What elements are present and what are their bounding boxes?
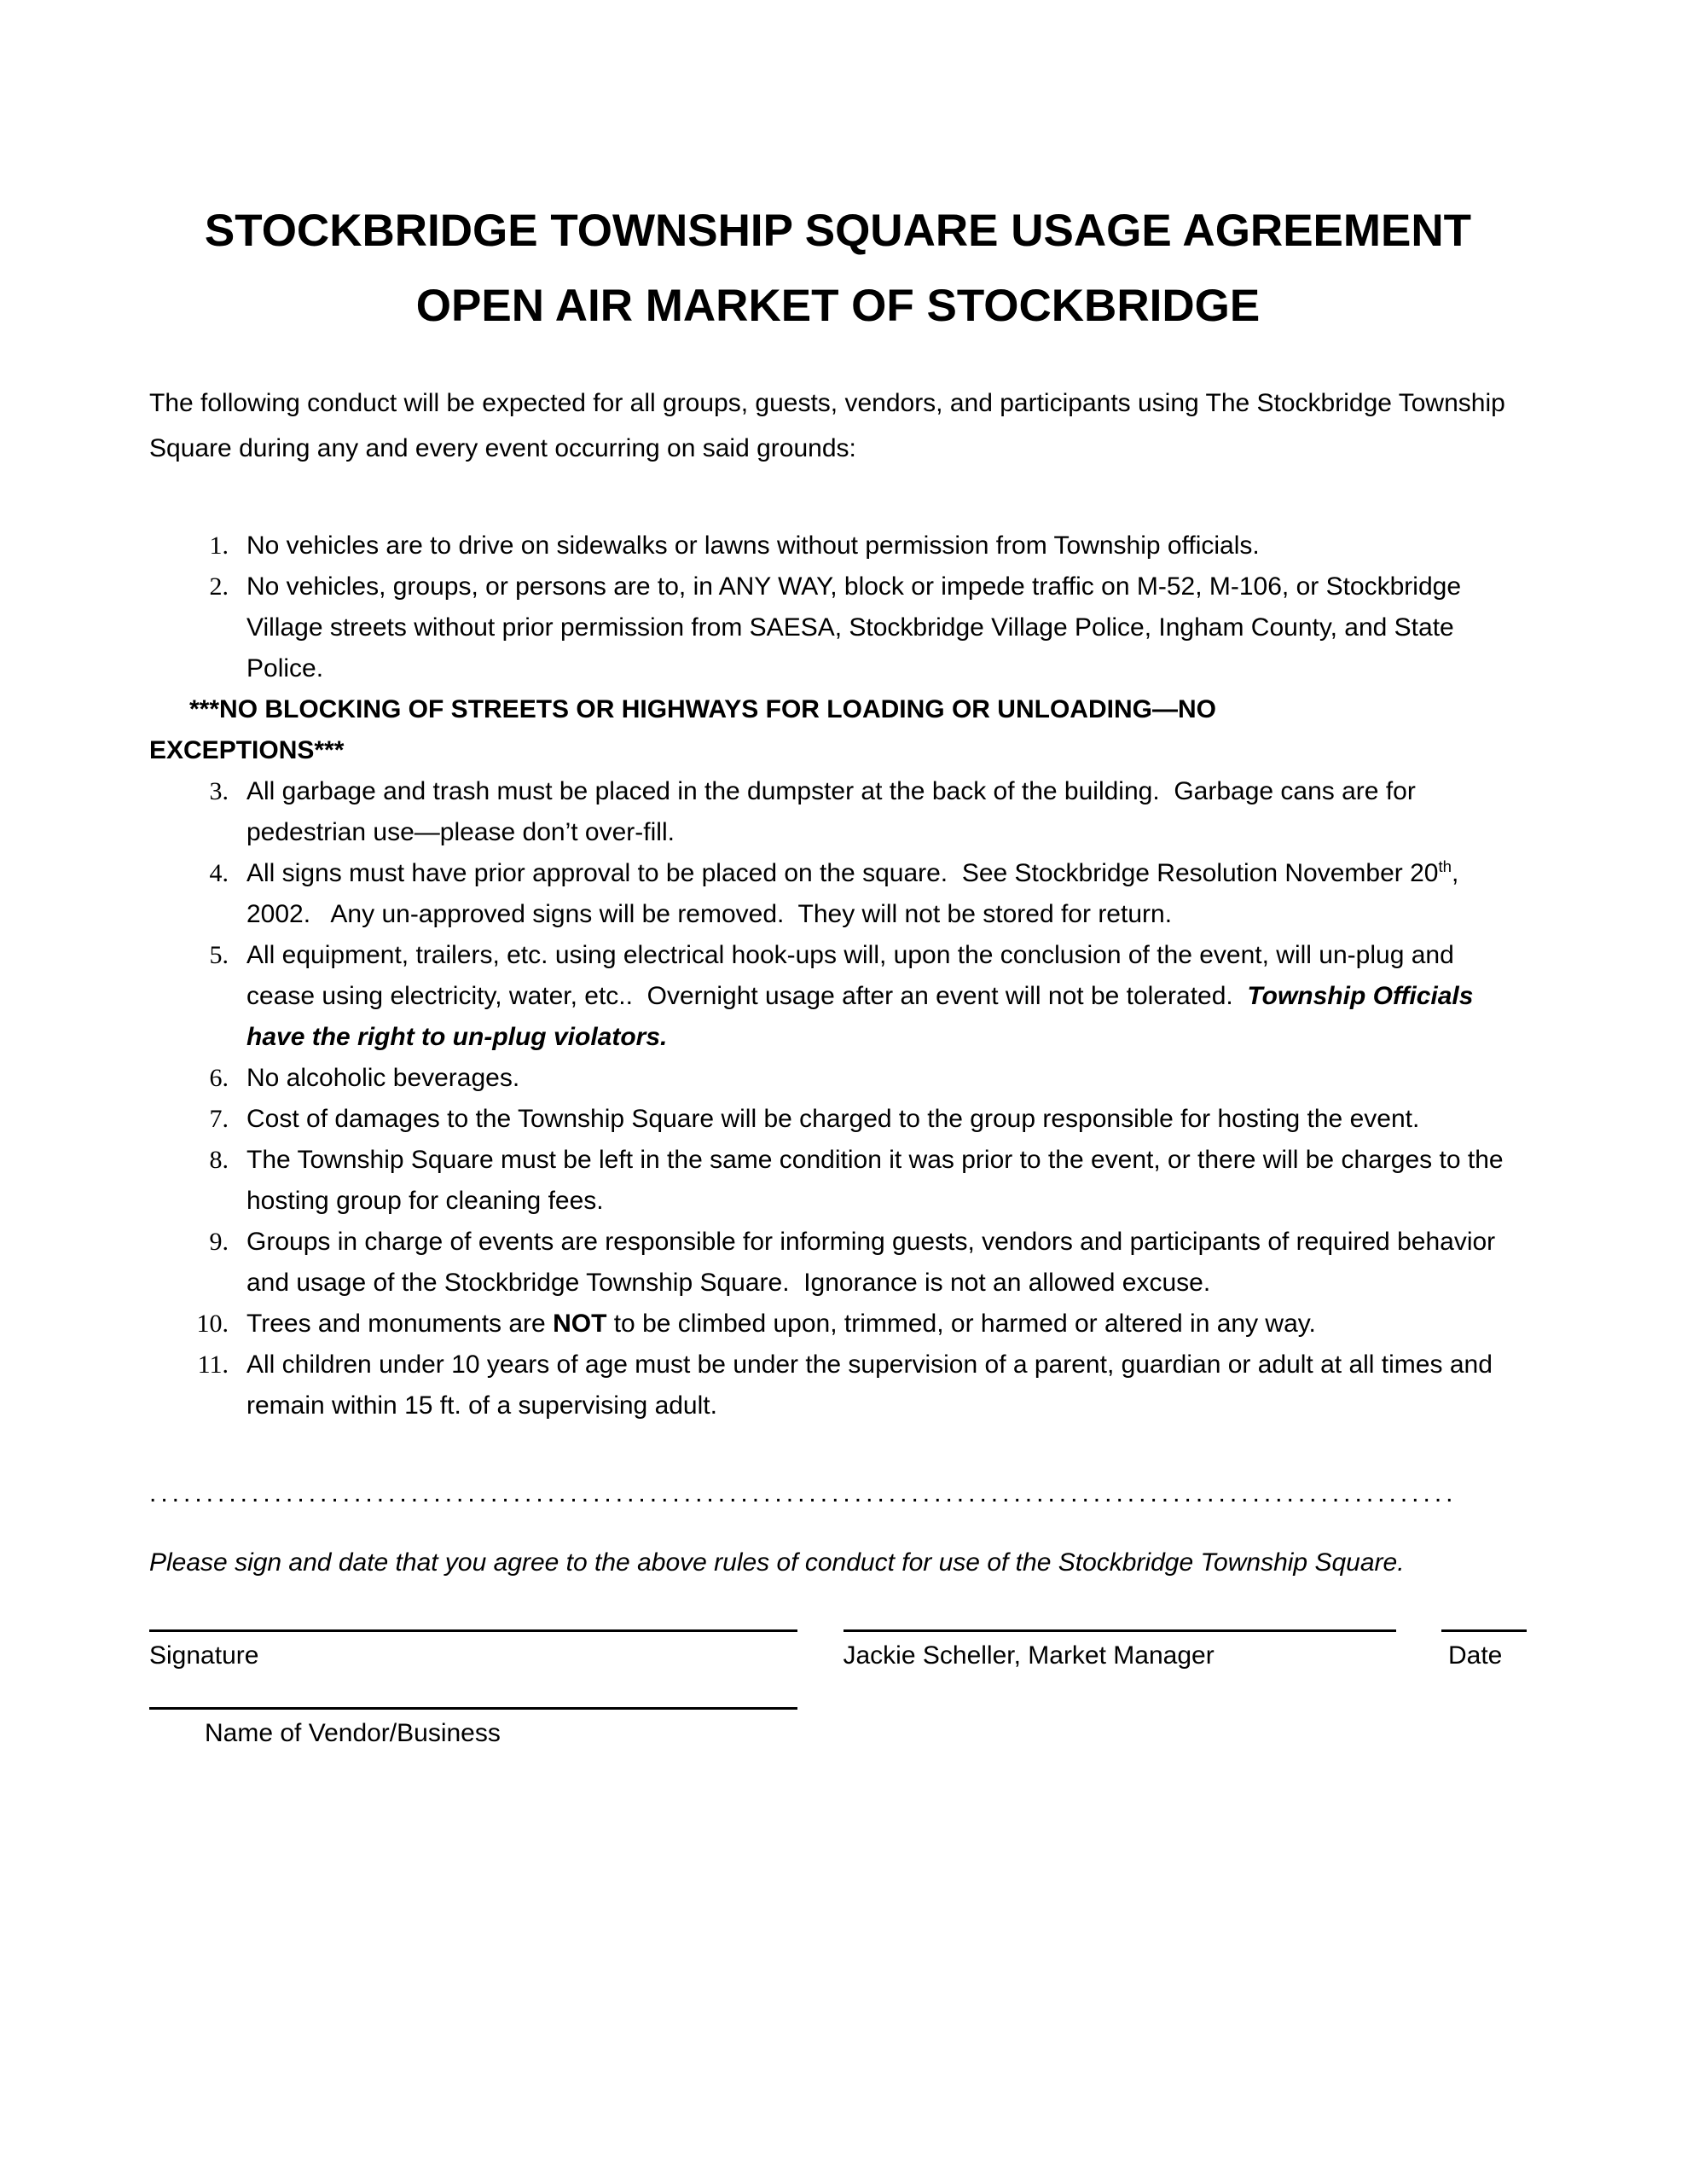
rule-number: 4. xyxy=(209,859,229,887)
blocking-notice-line1: ***NO BLOCKING OF STREETS OR HIGHWAYS FOR LOADING OR UNLOADING—NO xyxy=(189,695,1216,723)
signature-cell xyxy=(149,1629,797,1673)
vendor-line xyxy=(149,1707,797,1710)
rule-number: 10. xyxy=(196,1310,229,1338)
rule-text: Cost of damages to the Township Square will be charged to the group responsible for hosting the event. xyxy=(246,1105,1420,1133)
document-title-line2: OPEN AIR MARKET OF STOCKBRIDGE xyxy=(415,281,1261,331)
vendor-row xyxy=(149,1707,797,1751)
rule-item xyxy=(149,1304,1527,1345)
rule-text: No alcoholic beverages. xyxy=(246,1064,520,1092)
rule-item xyxy=(149,566,1527,689)
rule-item xyxy=(149,1140,1527,1222)
agreement-note: Please sign and date that you agree to the above rules of conduct for use of the Stockbridge Township Square. xyxy=(149,1548,1405,1577)
blocking-notice-line2: EXCEPTIONS*** xyxy=(149,736,345,764)
blocking-notice xyxy=(149,689,1527,771)
rules-list-part2 xyxy=(149,771,1527,1426)
rule-number: 8. xyxy=(209,1146,229,1174)
date-label: Date xyxy=(1448,1641,1503,1670)
rule-item xyxy=(149,1345,1527,1426)
rule-number: 5. xyxy=(209,941,229,969)
rule-number: 2. xyxy=(209,572,229,601)
rule-text: No vehicles are to drive on sidewalks or lawns without permission from Township officials. xyxy=(246,531,1260,560)
manager-cell xyxy=(844,1629,1396,1673)
rule-text: Trees and monuments are NOT to be climbed upon, trimmed, or harmed or altered in any way. xyxy=(246,1310,1316,1338)
intro-paragraph: The following conduct will be expected for all groups, guests, vendors, and participants using The Stockbridge Township Square during any and every event occurring on said grounds: xyxy=(149,389,1513,462)
rule-text: The Township Square must be left in the same condition it was prior to the event, or there will be charges to the hosting group for cleaning fees. xyxy=(246,1146,1510,1215)
rule-item xyxy=(149,1099,1527,1140)
rule-number: 7. xyxy=(209,1105,229,1133)
manager-line xyxy=(844,1629,1396,1632)
date-line xyxy=(1441,1629,1527,1632)
rule-item xyxy=(149,526,1527,566)
dotted-separator: ................................................................................................................... xyxy=(149,1479,1458,1507)
rules-section xyxy=(149,526,1527,1426)
rule-item xyxy=(149,1058,1527,1099)
date-cell xyxy=(1441,1629,1527,1673)
rule-number: 6. xyxy=(209,1064,229,1092)
rule-number: 9. xyxy=(209,1228,229,1256)
rule-item xyxy=(149,935,1527,1058)
rule-item xyxy=(149,853,1527,935)
rule-text: All equipment, trailers, etc. using electrical hook-ups will, upon the conclusion of the event, will un-plug and cease using electricity, water, etc.. Overnight usage after an event will not be tolerated. Township Officials have the right to un-plug violators. xyxy=(246,941,1481,1051)
rule-number: 3. xyxy=(209,777,229,805)
rule-number: 11. xyxy=(197,1350,229,1379)
manager-label: Jackie Scheller, Market Manager xyxy=(843,1641,1215,1670)
rule-item xyxy=(149,1222,1527,1304)
rule-item xyxy=(149,771,1527,853)
rule-text: All garbage and trash must be placed in the dumpster at the back of the building. Garbage cans are for pedestrian use—please don’t over-fill. xyxy=(246,777,1423,846)
rule-text: No vehicles, groups, or persons are to, in ANY WAY, block or impede traffic on M-52, M-106, or Stockbridge Village streets without prior permission from SAESA, Stockbridge Village Police, Ingham County, and State Police. xyxy=(246,572,1469,682)
rule-text: All signs must have prior approval to be placed on the square. See Stockbridge Resolution November 20th, 2002. Any un-approved signs will be removed. They will not be stored for return. xyxy=(246,857,1466,928)
rule-number: 1. xyxy=(209,531,229,560)
document-title-line1: STOCKBRIDGE TOWNSHIP SQUARE USAGE AGREEMENT xyxy=(204,206,1472,256)
signature-line xyxy=(149,1629,797,1632)
signature-label: Signature xyxy=(149,1641,259,1670)
rule-text: All children under 10 years of age must be under the supervision of a parent, guardian or adult at all times and remain within 15 ft. of a supervising adult. xyxy=(246,1350,1500,1420)
rule-text: Groups in charge of events are responsible for informing guests, vendors and participants of required behavior and usage of the Stockbridge Township Square. Ignorance is not an allowed excuse. xyxy=(246,1228,1503,1297)
signature-section xyxy=(149,1629,1527,1751)
vendor-label: Name of Vendor/Business xyxy=(205,1719,501,1747)
signature-row xyxy=(149,1629,1527,1673)
rules-list-part1 xyxy=(149,526,1527,689)
